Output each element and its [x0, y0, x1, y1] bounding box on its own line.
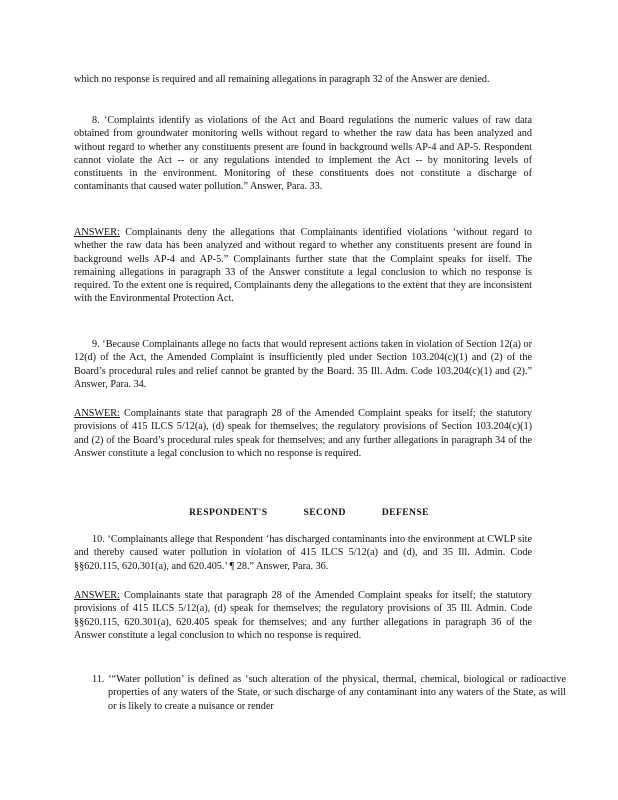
heading-word: SECOND	[303, 507, 346, 518]
paragraph-8: 8. ‘Complaints identify as violations of the Act and Board regulations the numeric values of raw data obtained from groundwater monitoring wells without regard to whether the raw data has been analyzed and without regard to whether any constituents present are found in background wells AP-4 and AP-5. Respondent cannot violate the Act -- or any regulations intended to implement the Act -- by monitoring levels of constituents in the environment. Monitoring of these constituents does not constitute a discharge of contaminants that caused water pollution.” Answer, Para. 33.	[74, 115, 532, 193]
paragraph-11: 11. ‘“Water pollution’ is defined as ‘such alteration of the physical, thermal, chemical, biological or radioactive properties of any waters of the State, or such discharge of any contaminant into any waters of the State, as will or is likely to create a nuisance or render	[92, 674, 566, 712]
answer-text: Complainants state that paragraph 28 of the Amended Complaint speaks for itself; the statutory provisions of 415 ILCS 5/12(a), (d) speak for themselves; the regulatory provisions of Section 103.204(c)(1) and (2) of the Board’s procedural rules speak for themselves; and any further allegations in paragraph 34 of the Answer constitute a legal conclusion to which no response is required.	[74, 408, 532, 459]
paragraph-continuation: which no response is required and all remaining allegations in paragraph 32 of the Answer are denied.	[74, 74, 490, 85]
answer-label: ANSWER:	[74, 408, 120, 419]
answer-label: ANSWER:	[74, 590, 120, 601]
answer-label: ANSWER:	[74, 227, 120, 238]
answer-8	[74, 226, 532, 306]
answer-10	[74, 589, 532, 642]
paragraph-10: 10. ‘Complainants allege that Respondent ‘has discharged contaminants into the environment at CWLP site and thereby caused water pollution in violation of 415 ILCS 5/12(a) and (d), and 35 Ill. Admin. Code §§620.115, 620.301(a), and 620.405.’ ¶ 28.” Answer, Para. 36.	[74, 534, 532, 572]
answer-text: Complainants state that paragraph 28 of the Amended Complaint speaks for itself; the statutory provisions of 415 ILCS 5/12(a), (d) speak for themselves; the regulatory provisions of 35 Ill. Admin. Code §§620.115, 620.301(a), 620.405 speak for themselves; and any further allegations in paragraph 36 of the Answer constitute a legal conclusion to which no response is required.	[74, 590, 532, 641]
heading-word: RESPONDENT'S	[189, 507, 268, 518]
heading-word: DEFENSE	[381, 507, 429, 518]
answer-9	[74, 407, 532, 460]
section-heading	[0, 507, 618, 518]
answer-text: Complainants deny the allegations that Complainants identified violations ‘without regard to whether the raw data has been analyzed and without regard to whether any constituents present are found in background wells AP-4 and AP-5.” Complainants further state that the Complaint speaks for itself. The remaining allegations in paragraph 33 of the Answer constitute a legal conclusion to which no response is required. To the extent one is required, Complainants deny the allegations to the extent that they are inconsistent with the Environmental Protection Act.	[74, 227, 532, 305]
paragraph-9: 9. ‘Because Complainants allege no facts that would represent actions taken in violation of Section 12(a) or 12(d) of the Act, the Amended Complaint is insufficiently pled under Section 103.204(c)(1) and (2) of the Board’s procedural rules and relief cannot be granted by the Board. 35 Ill. Adm. Code 103.204(c)(1) and (2).” Answer, Para. 34.	[74, 339, 532, 390]
